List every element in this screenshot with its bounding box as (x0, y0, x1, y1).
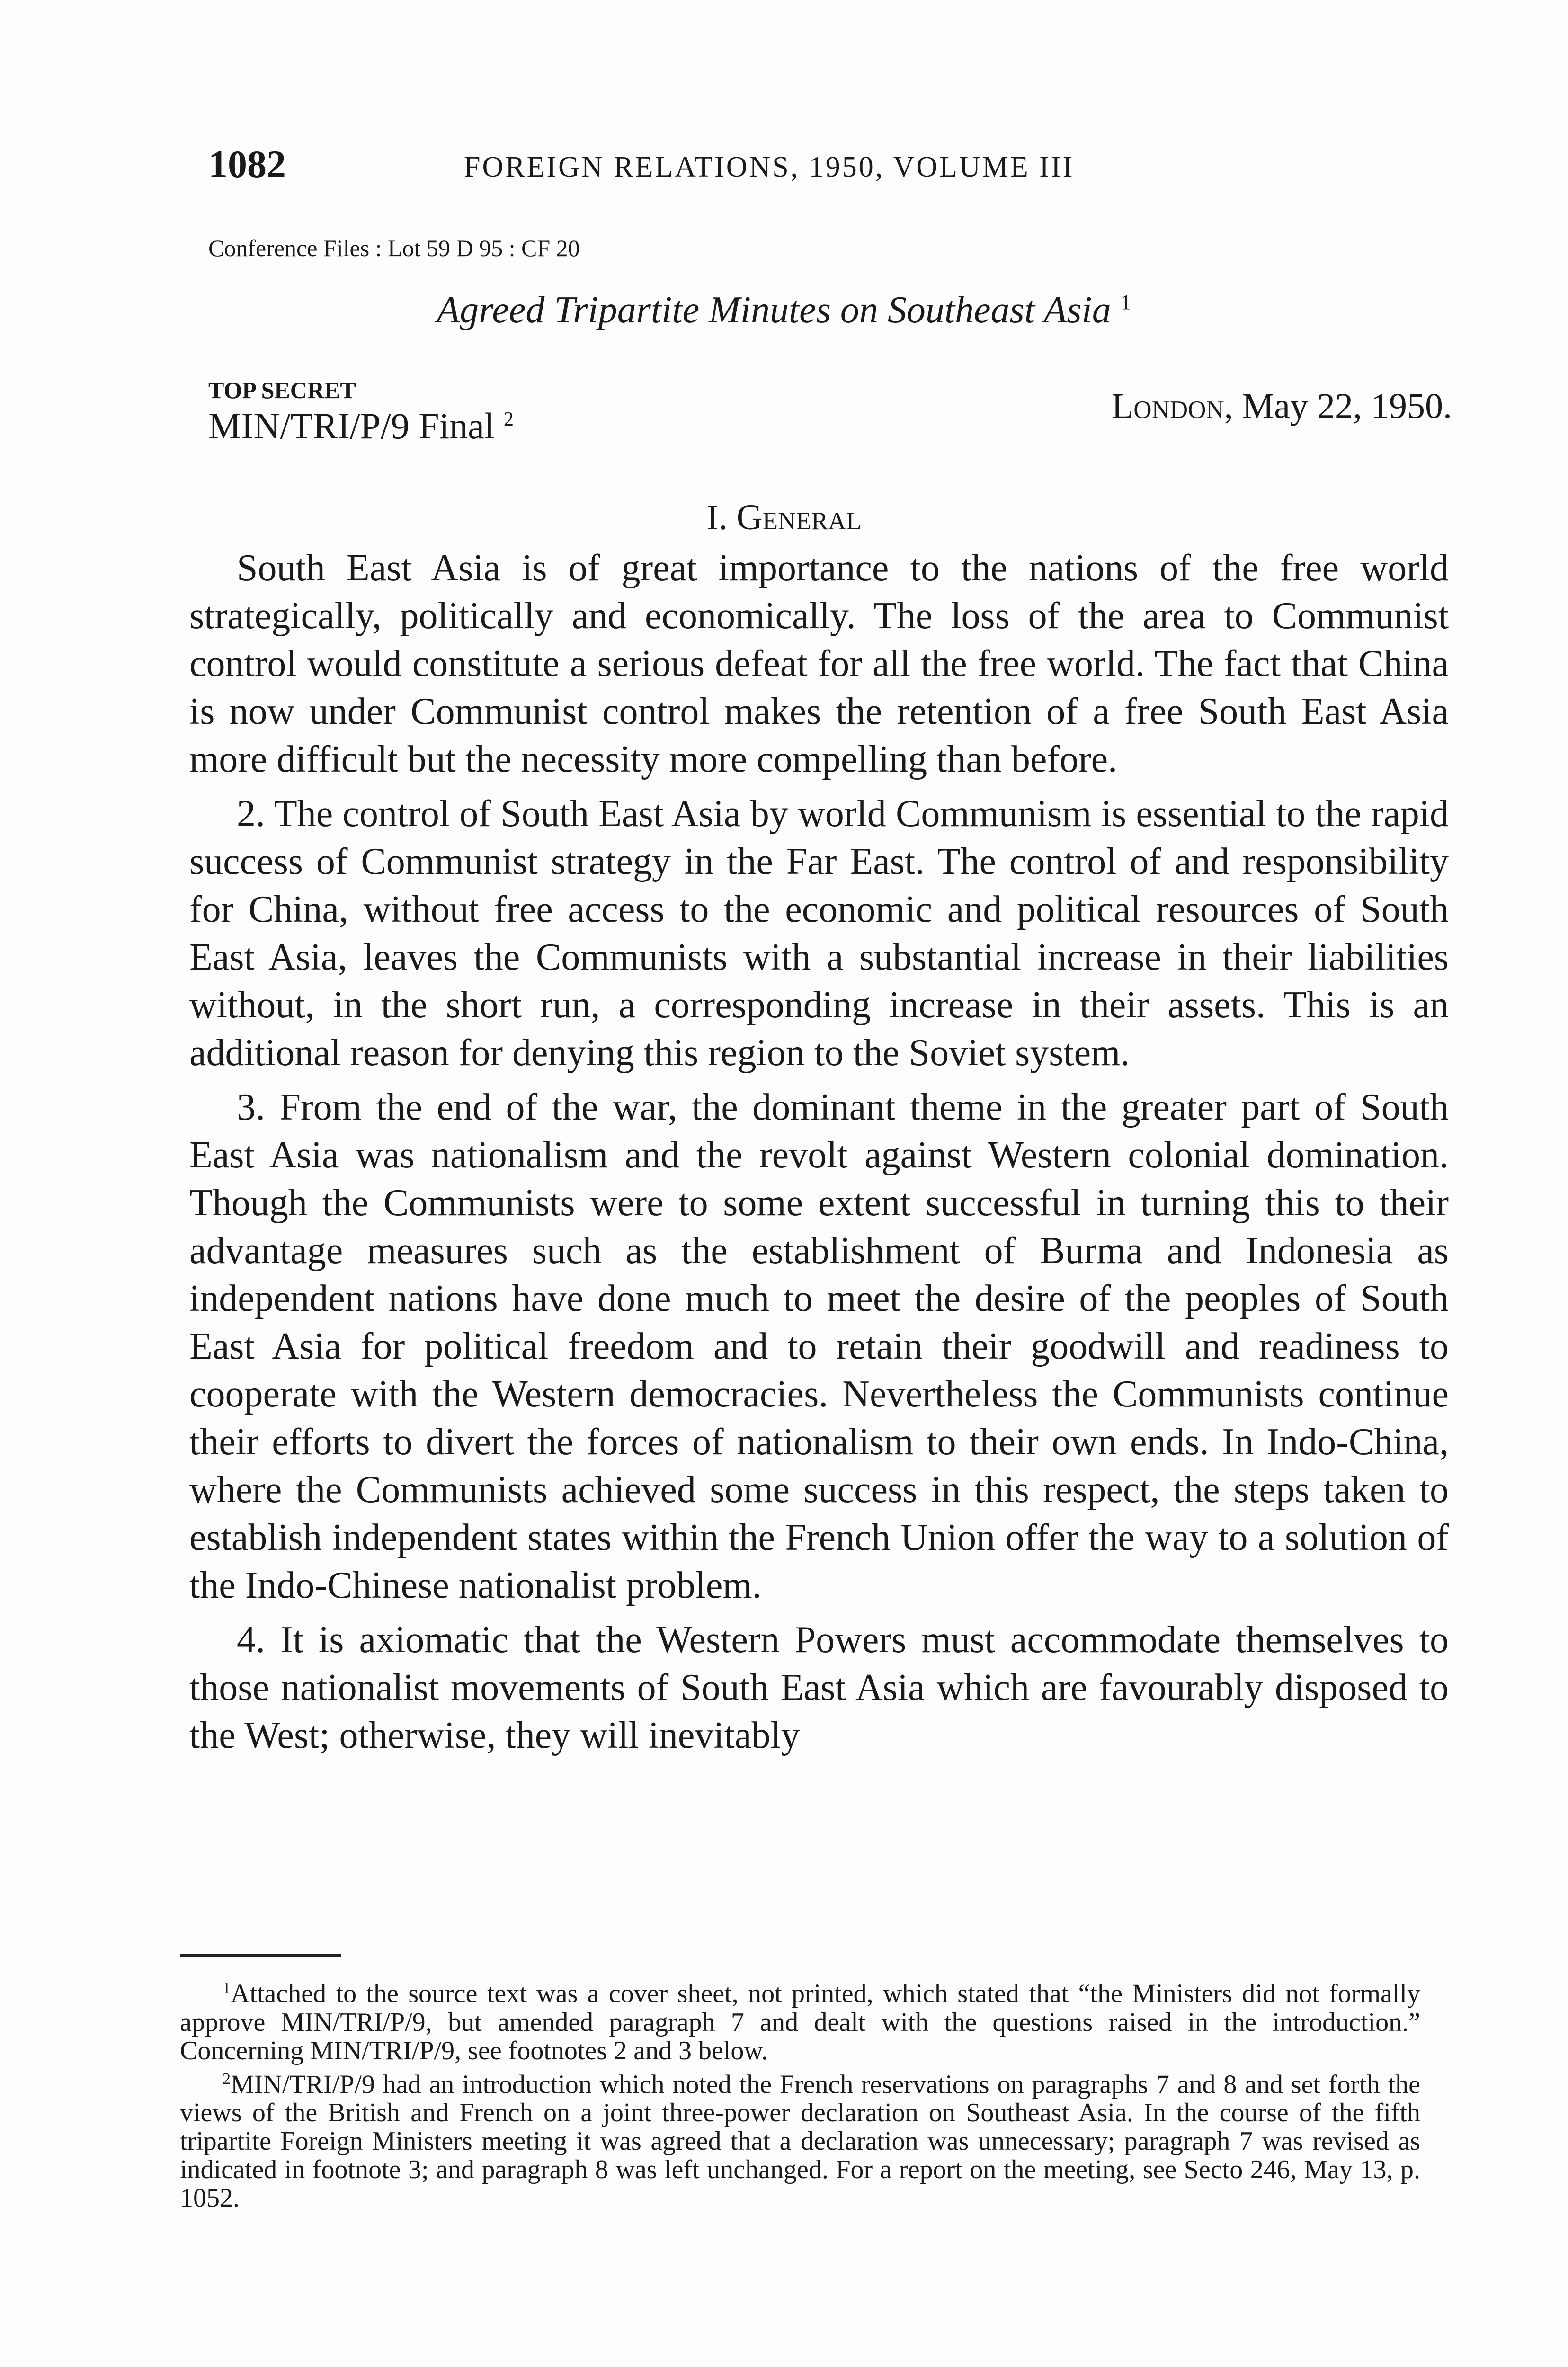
footnotes (180, 1974, 1420, 2212)
source-line: Conference Files : Lot 59 D 95 : CF 20 (208, 235, 580, 261)
document-number-text: MIN/TRI/P/9 Final (208, 405, 495, 446)
document-title-text: Agreed Tripartite Minutes on Southeast Asia (437, 289, 1111, 331)
footnote-ref-1: 1 (1120, 290, 1131, 314)
place-date (1112, 386, 1452, 427)
running-head (208, 142, 1449, 194)
document-number (208, 405, 514, 447)
footnote-2-marker: 2 (223, 2070, 231, 2088)
footnote-1 (180, 1974, 1420, 2065)
footnote-divider (180, 1954, 341, 1957)
paragraph-3: 3. From the end of the war, the dominant theme in the greater part of South East Asia was nationalism and the revolt against Western colonial domination. Though the Communists were to some extent successful in turning this to their advantage measures such as the establishment of Burma and Indonesia as independent nations have done much to meet the desire of the peoples of South East Asia for political freedom and to retain their goodwill and readiness to cooperate with the Western democracies. Nevertheless the Communists continue their efforts to divert the forces of nationalism to their own ends. In Indo-China, where the Communists achieved some success in this respect, the steps taken to establish independent states within the French Union offer the way to a solution of the Indo-Chinese nationalist problem. (189, 1086, 1449, 1606)
paragraph-1: South East Asia is of great importance to the nations of the free world strategically, politically and economically. The loss of the area to Communist control would constitute a serious defeat for all the free world. The fact that China is now under Communist control makes the retention of a free South East Asia more difficult but the necessity more compelling than before. (189, 547, 1449, 780)
footnote-ref-2: 2 (504, 409, 514, 430)
date: , May 22, 1950. (1224, 386, 1452, 426)
footnote-2-text: MIN/TRI/P/9 had an introduction which noted the French reservations on paragraphs 7 and 8 and set forth the views of the British and French on a joint three-power declaration on Southeast Asia. In the course of the fifth tripartite Foreign Ministers meeting it was agreed that a declaration was unnecessary; paragraph 7 was revised as indicated in footnote 3; and paragraph 8 was left unchanged. For a report on the meeting, see Secto 246, May 13, p. 1052. (180, 2070, 1420, 2213)
footnote-1-text: Attached to the source text was a cover sheet, not printed, which stated that “the Ministers did not formally approve MIN/TRI/P/9, but amended paragraph 7 and dealt with the questions raised in the introduction.” Concerning MIN/TRI/P/9, see footnotes 2 and 3 below. (180, 1979, 1420, 2065)
page-number: 1082 (208, 142, 286, 186)
body-text (189, 544, 1449, 1766)
footnote-1-marker: 1 (223, 1979, 231, 1997)
classification-label: TOP SECRET (208, 377, 356, 403)
section-heading: I. General (706, 498, 862, 537)
footnote-2 (180, 2065, 1420, 2213)
document-title (0, 289, 1568, 332)
running-title: FOREIGN RELATIONS, 1950, VOLUME III (464, 151, 1075, 183)
paragraph-4: 4. It is axiomatic that the Western Powers must accommodate themselves to those nationalist movements of South East Asia which are favourably disposed to the West; otherwise, they will inevitably (189, 1619, 1449, 1756)
paragraph-2: 2. The control of South East Asia by world Communism is essential to the rapid success of Communist strategy in the Far East. The control of and responsibility for China, without free access to the economic and political resources of South East Asia, leaves the Communists with a substantial increase in their liabilities without, in the short run, a corresponding increase in their assets. This is an additional reason for denying this region to the Soviet system. (189, 793, 1449, 1074)
place: London (1111, 386, 1224, 426)
